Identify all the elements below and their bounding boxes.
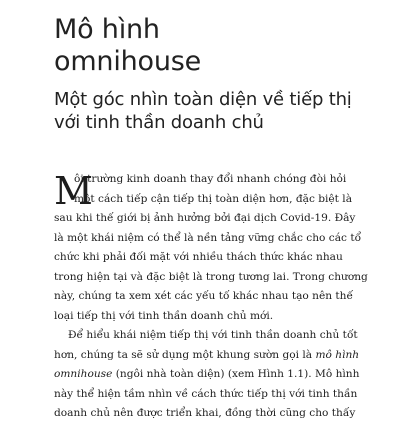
text-line: sau khi thế giới bị ảnh hưởng bởi đại dịch Covid-19. Đây — [54, 212, 356, 224]
chapter-subtitle — [54, 88, 352, 134]
text-line — [54, 346, 359, 366]
text-line: ôi trường kinh doanh thay đổi nhanh chóng đòi hỏi — [74, 173, 347, 185]
text-line: Để hiểu khái niệm tiếp thị với tinh thần doanh chủ tốt — [68, 329, 358, 341]
italic-term: mô hình — [315, 348, 360, 361]
text-run: (ngôi nhà toàn diện) (xem Hình 1.1). Mô hình — [112, 368, 360, 380]
text-line: này, chúng ta xem xét các yếu tố khác nhau tạo nên thế — [54, 290, 354, 302]
text-line: một cách tiếp cận tiếp thị toàn diện hơn, đặc biệt là — [74, 192, 353, 205]
chapter-subtitle-line: Một góc nhìn toàn diện về tiếp thị — [54, 89, 352, 110]
chapter-title — [54, 14, 201, 78]
chapter-title-line: Mô hình — [54, 14, 160, 45]
text-line — [54, 365, 359, 385]
text-line: trong hiện tại và đặc biệt là trong tương lai. Trong chương — [54, 270, 368, 283]
text-line: này thể hiện tầm nhìn về cách thức tiếp thị với tinh thần — [54, 387, 358, 400]
text-line: doanh chủ nên được triển khai, đồng thời cũng cho thấy — [54, 407, 356, 419]
italic-term: omnihouse — [54, 368, 113, 380]
text-line: là một khái niệm có thể là nền tảng vững chắc cho các tổ — [54, 231, 362, 244]
chapter-title-line: omnihouse — [54, 46, 202, 77]
paragraph-2 — [54, 326, 359, 424]
drop-cap: M — [54, 169, 93, 213]
paragraph-1 — [54, 170, 368, 326]
text-line: chức khi phải đối mặt với nhiều thách thức khác nhau — [54, 251, 343, 263]
text-run: hơn, chúng ta sẽ sử dụng một khung sườn gọi là — [54, 348, 316, 361]
chapter-subtitle-line: với tinh thần doanh chủ — [54, 112, 264, 133]
body-text — [54, 170, 368, 424]
text-line: loại tiếp thị với tinh thần doanh chủ mới. — [54, 309, 274, 322]
